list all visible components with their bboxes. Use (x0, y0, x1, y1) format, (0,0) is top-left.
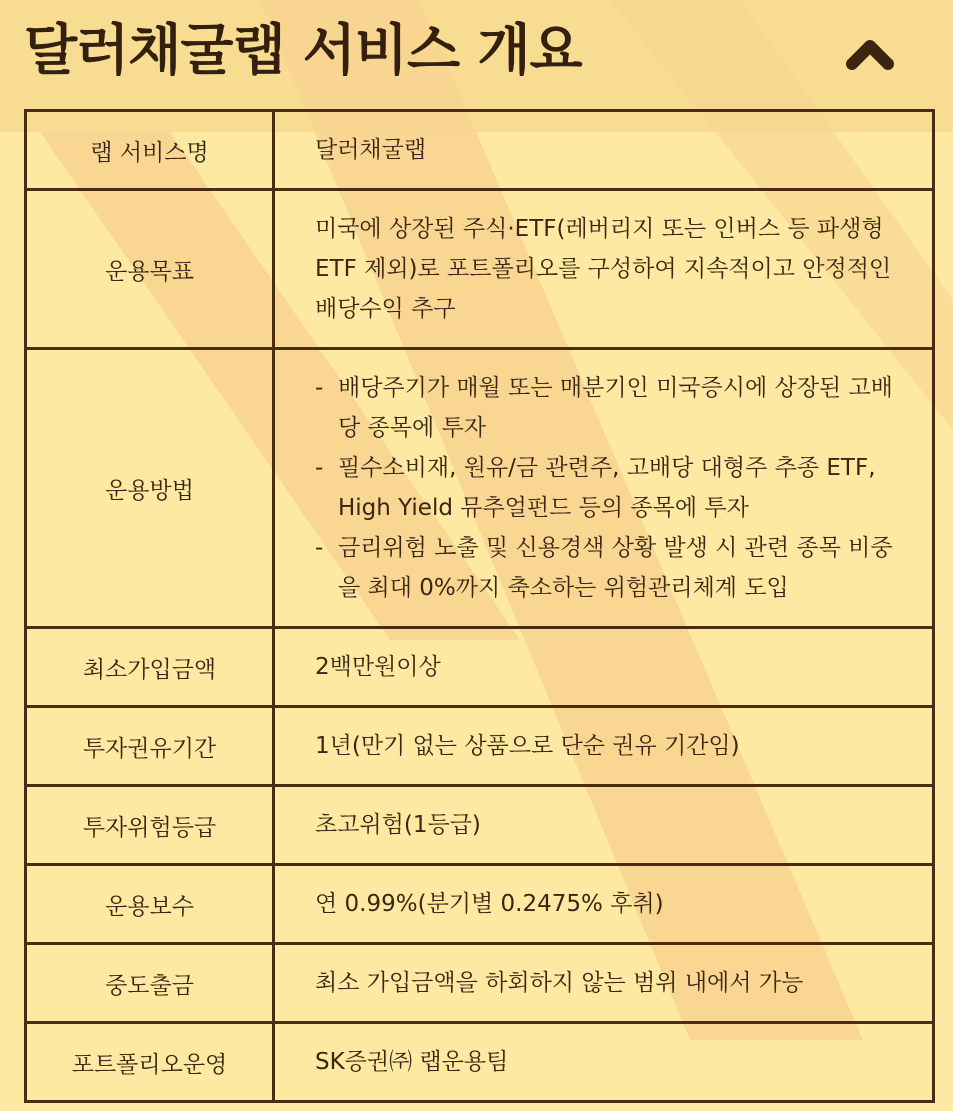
table-row (26, 190, 934, 349)
row-label: 중도출금 (26, 944, 274, 1023)
row-value: 연 0.99%(분기별 0.2475% 후취) (274, 865, 934, 944)
row-label: 투자권유기간 (26, 707, 274, 786)
row-label: 운용보수 (26, 865, 274, 944)
row-label: 포트폴리오운영 (26, 1023, 274, 1102)
row-label: 랩 서비스명 (26, 111, 274, 190)
list-item: - 필수소비재, 원유/금 관련주, 고배당 대형주 추종 ETF, High Yield 뮤추얼펀드 등의 종목에 투자 (315, 448, 912, 528)
header (0, 0, 953, 110)
table-row (26, 1023, 934, 1102)
table-row (26, 707, 934, 786)
row-value: 1년(만기 없는 상품으로 단순 권유 기간임) (274, 707, 934, 786)
chevron-up-icon (838, 26, 902, 80)
row-value (274, 349, 934, 628)
row-value: SK증권㈜ 랩운용팀 (274, 1023, 934, 1102)
service-overview-table (24, 109, 935, 1103)
method-list (315, 368, 912, 608)
row-label: 운용방법 (26, 349, 274, 628)
row-value: 달러채굴랩 (274, 111, 934, 190)
table-row (26, 865, 934, 944)
table-row (26, 786, 934, 865)
page-title: 달러채굴랩 서비스 개요 (24, 18, 582, 82)
row-value: 미국에 상장된 주식·ETF(레버리지 또는 인버스 등 파생형 ETF 제외)로 포트폴리오를 구성하여 지속적이고 안정적인 배당수익 추구 (274, 190, 934, 349)
list-item: - 배당주기가 매월 또는 매분기인 미국증시에 상장된 고배당 종목에 투자 (315, 368, 912, 448)
row-value: 초고위험(1등급) (274, 786, 934, 865)
row-label: 최소가입금액 (26, 628, 274, 707)
row-value: 2백만원이상 (274, 628, 934, 707)
row-label: 투자위험등급 (26, 786, 274, 865)
list-item: - 금리위험 노출 및 신용경색 상황 발생 시 관련 종목 비중을 최대 0%까지 축소하는 위험관리체계 도입 (315, 528, 912, 608)
collapse-button[interactable] (838, 26, 902, 80)
table-row (26, 628, 934, 707)
table-row (26, 111, 934, 190)
row-label: 운용목표 (26, 190, 274, 349)
table-row (26, 349, 934, 628)
table-row (26, 944, 934, 1023)
row-value: 최소 가입금액을 하회하지 않는 범위 내에서 가능 (274, 944, 934, 1023)
